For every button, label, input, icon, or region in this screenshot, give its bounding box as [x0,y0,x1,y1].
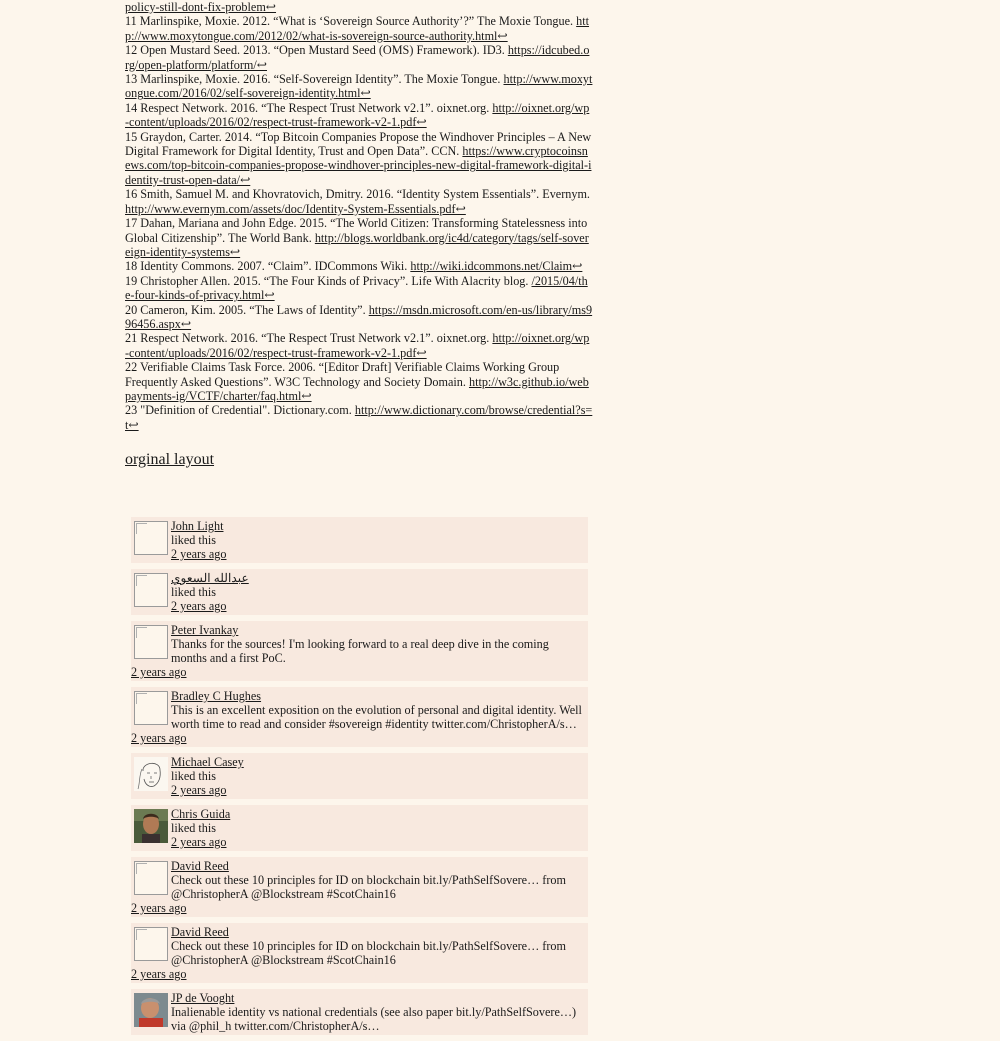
reference-link[interactable]: http://www.moxytongue.com/2012/02/what-is-sovereign-source-authority.html↩ [125,14,590,43]
timestamp-link[interactable]: 2 years ago [131,901,187,915]
reference-link[interactable]: http://w3c.github.io/webpayments-ig/VCTF/charter/faq.html↩ [125,374,589,403]
reference-link[interactable]: https://www.cryptocoinsnews.com/top-bitcoin-companies-propose-windhover-principles-new-digital-framework-digital-identity-trust-open-data/↩ [125,144,592,187]
timestamp-link[interactable]: 2 years ago [131,967,187,981]
reference-link[interactable]: http://www.dictionary.com/browse/credential?s=t↩ [125,403,593,432]
reference-link[interactable]: http://oixnet.org/wp-content/uploads/2016/02/respect-trust-framework-v2-1.pdf↩ [125,100,590,130]
reference-link[interactable]: http://blogs.worldbank.org/ic4d/category/tags/self-sovereign-identity-systems↩ [125,230,589,259]
reference-item [125,216,593,259]
reference-link[interactable]: https://idcubed.org/open-platform/platform/↩ [125,43,590,72]
mention-card [131,517,588,563]
references-list [125,0,593,432]
author-link[interactable]: Michael Casey [171,755,244,769]
reference-link[interactable]: policy-still-dont-fix-problem↩ [125,0,277,14]
reference-text: 12 Open Mustard Seed. 2013. “Open Mustard Seed (OMS) Framework). ID3. [125,43,508,58]
reference-text: 19 Christopher Allen. 2015. “The Four Kinds of Privacy”. Life With Alacrity blog. [125,273,532,288]
reference-text: 22 Verifiable Claims Task Force. 2006. “[Editor Draft] Verifiable Claims Working Group Frequently Asked Questions”. W3C Technology and Society Domain. [125,360,560,389]
photo-avatar-icon [134,993,168,1027]
reference-item [125,303,593,332]
reference-item [125,130,593,188]
sketch-avatar-icon [134,757,168,791]
avatar[interactable] [134,927,168,961]
original-layout-link[interactable]: orginal layout [125,451,215,468]
avatar[interactable] [134,809,168,843]
reference-text: 15 Graydon, Carter. 2014. “Top Bitcoin Companies Propose the Windhover Principles – A New Digital Framework for Digital Identity, Trust and Open Data”. CCN. [125,129,592,159]
mention-card [131,687,588,747]
author-link[interactable]: Chris Guida [171,807,231,821]
reference-text: 21 Respect Network. 2016. “The Respect Trust Network v2.1”. oixnet.org. [125,331,493,346]
mention-text: Check out these 10 principles for ID on blockchain bit.ly/PathSelfSovere… from @ChristopherA @Blockstream #ScotChain16 [171,873,566,901]
avatar[interactable] [134,625,168,659]
author-link[interactable]: Peter Ivankay [171,623,239,637]
photo-avatar-icon [134,809,168,843]
reference-item [125,0,593,14]
author-link[interactable]: John Light [171,519,224,533]
avatar[interactable] [134,521,168,555]
mention-text: liked this [171,821,217,835]
mention-card [131,621,588,681]
timestamp-link[interactable]: 2 years ago [171,547,227,561]
reference-link[interactable]: /2015/04/the-four-kinds-of-privacy.html↩ [125,273,588,303]
timestamp-link[interactable]: 2 years ago [131,665,187,679]
reference-item [125,331,593,360]
author-link[interactable]: David Reed [171,925,229,939]
mention-text: Check out these 10 principles for ID on blockchain bit.ly/PathSelfSovere… from @ChristopherA @Blockstream #ScotChain16 [171,939,566,967]
mention-card [131,805,588,851]
author-link[interactable]: Bradley C Hughes [171,689,262,703]
mention-text: liked this [171,533,217,547]
avatar[interactable] [134,573,168,607]
reference-text: 13 Marlinspike, Moxie. 2016. “Self-Sovereign Identity”. The Moxie Tongue. [125,72,504,87]
author-link[interactable]: David Reed [171,859,229,873]
reference-item [125,72,593,101]
reference-text: 18 Identity Commons. 2007. “Claim”. IDCommons Wiki. [125,259,411,274]
reference-link[interactable]: http://wiki.idcommons.net/Claim↩ [410,259,583,274]
avatar[interactable] [134,861,168,895]
reference-item [125,187,593,216]
reference-link[interactable]: http://www.evernym.com/assets/doc/Identity-System-Essentials.pdf↩ [125,201,466,216]
mention-card [131,923,588,983]
reference-item [125,403,593,432]
timestamp-link[interactable]: 2 years ago [171,599,227,613]
avatar[interactable] [134,993,168,1027]
reference-item [125,101,593,130]
mention-text: Inalienable identity vs national credentials (see also paper bit.ly/PathSelfSovere…) via @phil_h twitter.com/ChristopherA/s… [171,1005,577,1033]
reference-item [125,43,593,72]
avatar[interactable] [134,691,168,725]
timestamp-link[interactable]: 2 years ago [171,835,227,849]
timestamp-link[interactable]: 2 years ago [171,783,227,797]
reference-item [125,259,593,273]
author-link[interactable]: عبدالله السعوي [171,571,249,585]
reference-link[interactable]: http://oixnet.org/wp-content/uploads/2016/02/respect-trust-framework-v2-1.pdf↩ [125,331,590,360]
mention-card [131,989,588,1035]
mention-text: liked this [171,585,217,599]
reference-item [125,14,593,43]
mention-card [131,753,588,799]
mention-text: Thanks for the sources! I'm looking forward to a real deep dive in the coming months and a first PoC. [171,637,549,665]
mention-card [131,569,588,615]
mentions-feed [131,517,588,1041]
avatar[interactable] [134,757,168,791]
reference-item [125,360,593,403]
mention-text: This is an excellent exposition on the evolution of personal and digital identity. Well worth time to read and consider #sovereign #identity twitter.com/ChristopherA/s… [171,703,582,731]
reference-link[interactable]: https://msdn.microsoft.com/en-us/library/ms996456.aspx↩ [125,302,593,331]
reference-link[interactable]: http://www.moxytongue.com/2016/02/self-sovereign-identity.html↩ [125,72,593,101]
mention-card [131,857,588,917]
reference-text: 23 "Definition of Credential". Dictionary.com. [125,403,355,418]
reference-item [125,274,593,303]
reference-text: 11 Marlinspike, Moxie. 2012. “What is ‘Sovereign Source Authority’?” The Moxie Tongue. [125,14,577,29]
reference-text: 16 Smith, Samuel M. and Khovratovich, Dmitry. 2016. “Identity System Essentials”. Evernym. [125,187,590,202]
timestamp-link[interactable]: 2 years ago [131,731,187,745]
reference-text: 17 Dahan, Mariana and John Edge. 2015. “The World Citizen: Transforming Statelessness into Global Citizenship”. The World Bank. [125,216,588,245]
reference-text: 20 Cameron, Kim. 2005. “The Laws of Identity”. [125,302,369,317]
reference-text: 14 Respect Network. 2016. “The Respect Trust Network v2.1”. oixnet.org. [125,100,493,115]
mention-text: liked this [171,769,217,783]
author-link[interactable]: JP de Vooght [171,991,235,1005]
